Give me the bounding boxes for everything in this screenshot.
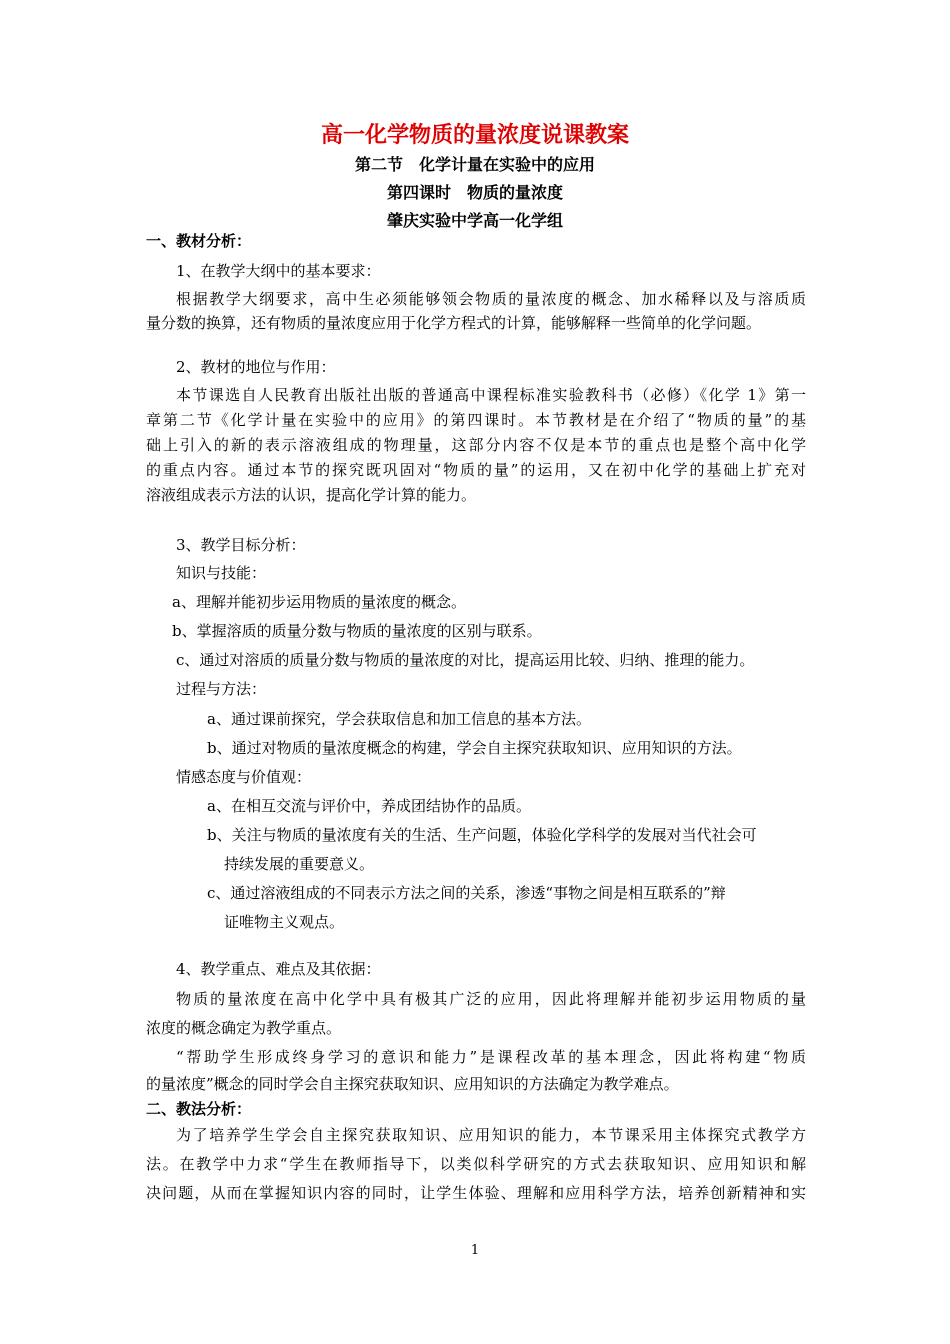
paragraph-line: 决问题，从而在掌握知识内容的同时，让学生体验、理解和应用科学方法，培养创新精神和实 — [146, 1184, 806, 1202]
page-number: 1 — [470, 1243, 480, 1258]
paragraph-line: 量分数的换算，还有物质的量浓度应用于化学方程式的计算，能够解释一些简单的化学问题。 — [146, 314, 762, 332]
paragraph-line: 为了培养学生学会自主探究获取知识、应用知识的能力，本节课采用主体探究式教学方 — [176, 1126, 806, 1144]
heading-teaching-method: 二、教法分析： — [146, 1100, 252, 1118]
list-item: a、通过课前探究，学会获取信息和加工信息的基本方法。 — [207, 710, 591, 728]
section-subtitle: 第二节 化学计量在实验中的应用 — [354, 155, 595, 174]
lesson-subtitle: 第四课时 物质的量浓度 — [386, 183, 563, 202]
list-item: b、关注与物质的量浓度有关的生活、生产问题，体验化学科学的发展对当代社会可 — [207, 826, 757, 844]
paragraph-line: 4、教学重点、难点及其依据： — [176, 960, 381, 978]
paragraph-line: 物质的量浓度在高中化学中具有极其广泛的应用，因此将理解并能初步运用物质的量 — [176, 990, 806, 1008]
paragraph-line: 3、教学目标分析： — [176, 536, 306, 554]
paragraph-line: 情感态度与价值观： — [176, 768, 312, 786]
author-subtitle: 肇庆实验中学高一化学组 — [386, 211, 563, 230]
paragraph-line: 章第二节《化学计量在实验中的应用》的第四课时。本节教材是在介绍了“物质的量”的基 — [146, 411, 806, 429]
paragraph-line: 浓度的概念确定为教学重点。 — [146, 1019, 342, 1037]
paragraph-line: 的重点内容。通过本节的探究既巩固对“物质的量”的运用，又在初中化学的基础上扩充对 — [146, 461, 806, 479]
list-item: b、通过对物质的量浓度概念的构建，学会自主探究获取知识、应用知识的方法。 — [207, 739, 742, 757]
list-item: b、掌握溶质的质量分数与物质的量浓度的区别与联系。 — [172, 622, 542, 640]
paragraph-line: 溶液组成表示方法的认识，提高化学计算的能力。 — [146, 486, 477, 504]
list-item: a、在相互交流与评价中，养成团结协作的品质。 — [207, 797, 531, 815]
list-item: c、通过溶液组成的不同表示方法之间的关系，渗透“事物之间是相互联系的”辩 — [207, 884, 726, 902]
paragraph-line: 知识与技能： — [176, 564, 267, 582]
paragraph-line: 过程与方法： — [176, 680, 267, 698]
paragraph-line: 的量浓度”概念的同时学会自主探究获取知识、应用知识的方法确定为教学难点。 — [146, 1075, 679, 1093]
list-item: c、通过对溶质的质量分数与物质的量浓度的对比，提高运用比较、归纳、推理的能力。 — [176, 651, 755, 669]
heading-textbook-analysis: 一、教材分析： — [146, 232, 252, 250]
paragraph-line: 法。在教学中力求“学生在教师指导下，以类似科学研究的方式去获取知识、应用知识和解 — [146, 1155, 806, 1173]
paragraph-line: 本节课选自人民教育出版社出版的普通高中课程标准实验教科书（必修）《化学 1》第一 — [176, 386, 806, 404]
paragraph-line: 1、在教学大纲中的基本要求： — [176, 262, 381, 280]
list-item: a、理解并能初步运用物质的量浓度的概念。 — [172, 593, 466, 611]
list-item-continuation: 持续发展的重要意义。 — [224, 855, 375, 873]
paragraph-line: 根据教学大纲要求，高中生必须能够领会物质的量浓度的概念、加水稀释以及与溶质质 — [176, 290, 806, 308]
paragraph-line: “帮助学生形成终身学习的意识和能力”是课程改革的基本理念，因此将构建“物质 — [176, 1048, 806, 1066]
document-title: 高一化学物质的量浓度说课教案 — [320, 123, 629, 148]
paragraph-line: 2、教材的地位与作用： — [176, 358, 336, 376]
list-item-continuation: 证唯物主义观点。 — [224, 913, 345, 931]
paragraph-line: 础上引入的新的表示溶液组成的物理量，这部分内容不仅是本节的重点也是整个高中化学 — [146, 436, 806, 454]
